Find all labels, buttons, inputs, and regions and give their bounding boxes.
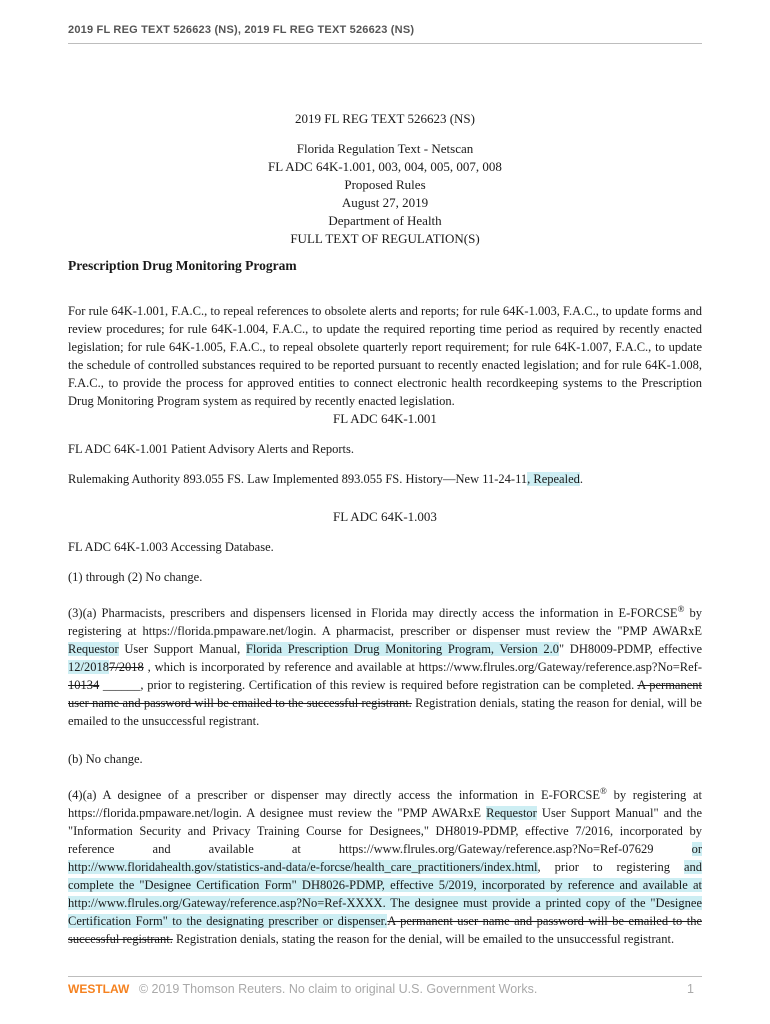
page-number: 1	[687, 982, 694, 996]
full-text-line: FULL TEXT OF REGULATION(S)	[290, 231, 480, 246]
copyright-text: © 2019 Thomson Reuters. No claim to original U.S. Government Works.	[138, 982, 538, 996]
rule-1003-title: FL ADC 64K-1.003 Accessing Database.	[68, 540, 274, 554]
p4a-text-2: by registering at https://florida.pmpaware.net/login. A designee must review the "PMP AWARxE	[68, 788, 702, 820]
floridahealth-url-insert: or http://www.floridahealth.gov/statistics-and-data/e-forcse/health_care_practitioners/index.html	[68, 842, 702, 874]
p3a-text-6: ______, prior to registering. Certification of this review is required before registration can be completed.	[99, 678, 638, 692]
footer	[68, 982, 702, 996]
header-divider	[68, 43, 702, 44]
rule-1001-authority	[68, 470, 702, 488]
intro-paragraph: For rule 64K-1.001, F.A.C., to repeal references to obsolete alerts and reports; for rule 64K-1.003, F.A.C., to update forms and review procedures; for rule 64K-1.004, F.A.C., to update the required reporting time period as required by recently enacted legislation; for rule 64K-1.005, F.A.C., to repeal obsolete quarterly report requirement; for rule 64K-1.007, F.A.C., to update the schedule of controlled substances required to be reported pursuant to recently enacted legislation; and for rule 64K-1.008, F.A.C., to provide the process for approved entities to connect electronic health recordkeeping systems to the Prescription Drug Monitoring Program system as required by recently enacted legislation.	[68, 304, 702, 408]
requestor-insert: Requestor	[68, 642, 119, 656]
p3a-text-1: (3)(a) Pharmacists, prescribers and dispensers licensed in Florida may directly access the information in E-FORCSE	[68, 606, 678, 620]
date-line: August 27, 2019	[341, 195, 429, 210]
p3a-text-7: Registration denials, stating the reason for denial, will be emailed to the unsuccessful registrant.	[68, 696, 702, 728]
westlaw-logo: WESTLAW	[68, 982, 130, 996]
p3a-text-3: User Support Manual,	[118, 642, 246, 656]
section-heading: Prescription Drug Monitoring Program	[68, 258, 297, 273]
requestor-insert: Requestor	[486, 806, 537, 820]
old-ref-deletion: 10134	[68, 678, 100, 692]
proposed-rules-line: Proposed Rules	[344, 177, 426, 192]
paragraph-3a	[68, 604, 702, 730]
manual-version-insert: Florida Prescription Drug Monitoring Program, Version 2.0	[245, 642, 560, 656]
p4a-text-5: Registration denials, stating the reason for the denial, will be emailed to the unsuccessful registrant.	[172, 932, 675, 946]
paragraph-4a	[68, 786, 702, 948]
registered-mark: ®	[600, 785, 607, 796]
rules-line: FL ADC 64K-1.001, 003, 004, 005, 007, 008	[268, 159, 502, 174]
source-line: Florida Regulation Text - Netscan	[296, 141, 474, 156]
rule-1003-center: FL ADC 64K-1.003	[333, 509, 437, 524]
repealed-insert: , Repealed	[527, 472, 580, 486]
new-date-insert: 12/2018	[68, 660, 109, 674]
paragraph-3b: (b) No change.	[68, 752, 143, 766]
p3a-text-2: by registering at https://florida.pmpaware.net/login. A pharmacist, prescriber or dispenser must review the "PMP AWARxE	[68, 606, 702, 638]
no-change-1-2: (1) through (2) No change.	[68, 570, 203, 584]
period: .	[579, 472, 584, 486]
registered-mark: ®	[677, 603, 685, 614]
p4a-text-4: , prior to registering	[537, 860, 684, 874]
authority-text: Rulemaking Authority 893.055 FS. Law Implemented 893.055 FS. History—New 11-24-11	[68, 472, 528, 486]
rule-1001-title: FL ADC 64K-1.001 Patient Advisory Alerts and Reports.	[68, 442, 354, 456]
p3a-text-4: " DH8009-PDMP, effective	[559, 642, 702, 656]
p4a-text-3: User Support Manual" and the "Information Security and Privacy Training Course for Designees," DH8019-PDMP, effective 7/2016, incorporated by reference and available at https://www.flrules.org/Gateway/reference.asp?No=Ref-07629	[68, 806, 703, 856]
designee-certification-insert: and complete the "Designee Certification Form" DH8026-PDMP, effective 5/2019, incorporated by reference and available at http://www.flrules.org/Gateway/reference.asp?No=Ref-XXXX. The designee must provide a printed copy of the "Designee Certification Form" to the designating prescriber or dispenser.	[68, 860, 702, 928]
p3a-text-5: , which is incorporated by reference and available at https://www.flrules.org/Gateway/reference.asp?No=Ref-	[143, 660, 702, 674]
department-line: Department of Health	[328, 213, 442, 228]
password-deletion: A permanent user name and password will be emailed to the successful registrant.	[68, 678, 702, 710]
footer-divider	[68, 976, 702, 977]
rule-1001-center: FL ADC 64K-1.001	[333, 411, 437, 426]
running-header: 2019 FL REG TEXT 526623 (NS), 2019 FL REG TEXT 526623 (NS)	[68, 24, 415, 36]
document-citation: 2019 FL REG TEXT 526623 (NS)	[295, 111, 475, 126]
p4a-text-1: (4)(a) A designee of a prescriber or dispenser may directly access the information in E-FORCSE	[68, 788, 601, 802]
old-date-deletion: 7/2018	[108, 660, 144, 674]
password-deletion: A permanent user name and password will be emailed to the successful registrant.	[68, 914, 702, 946]
